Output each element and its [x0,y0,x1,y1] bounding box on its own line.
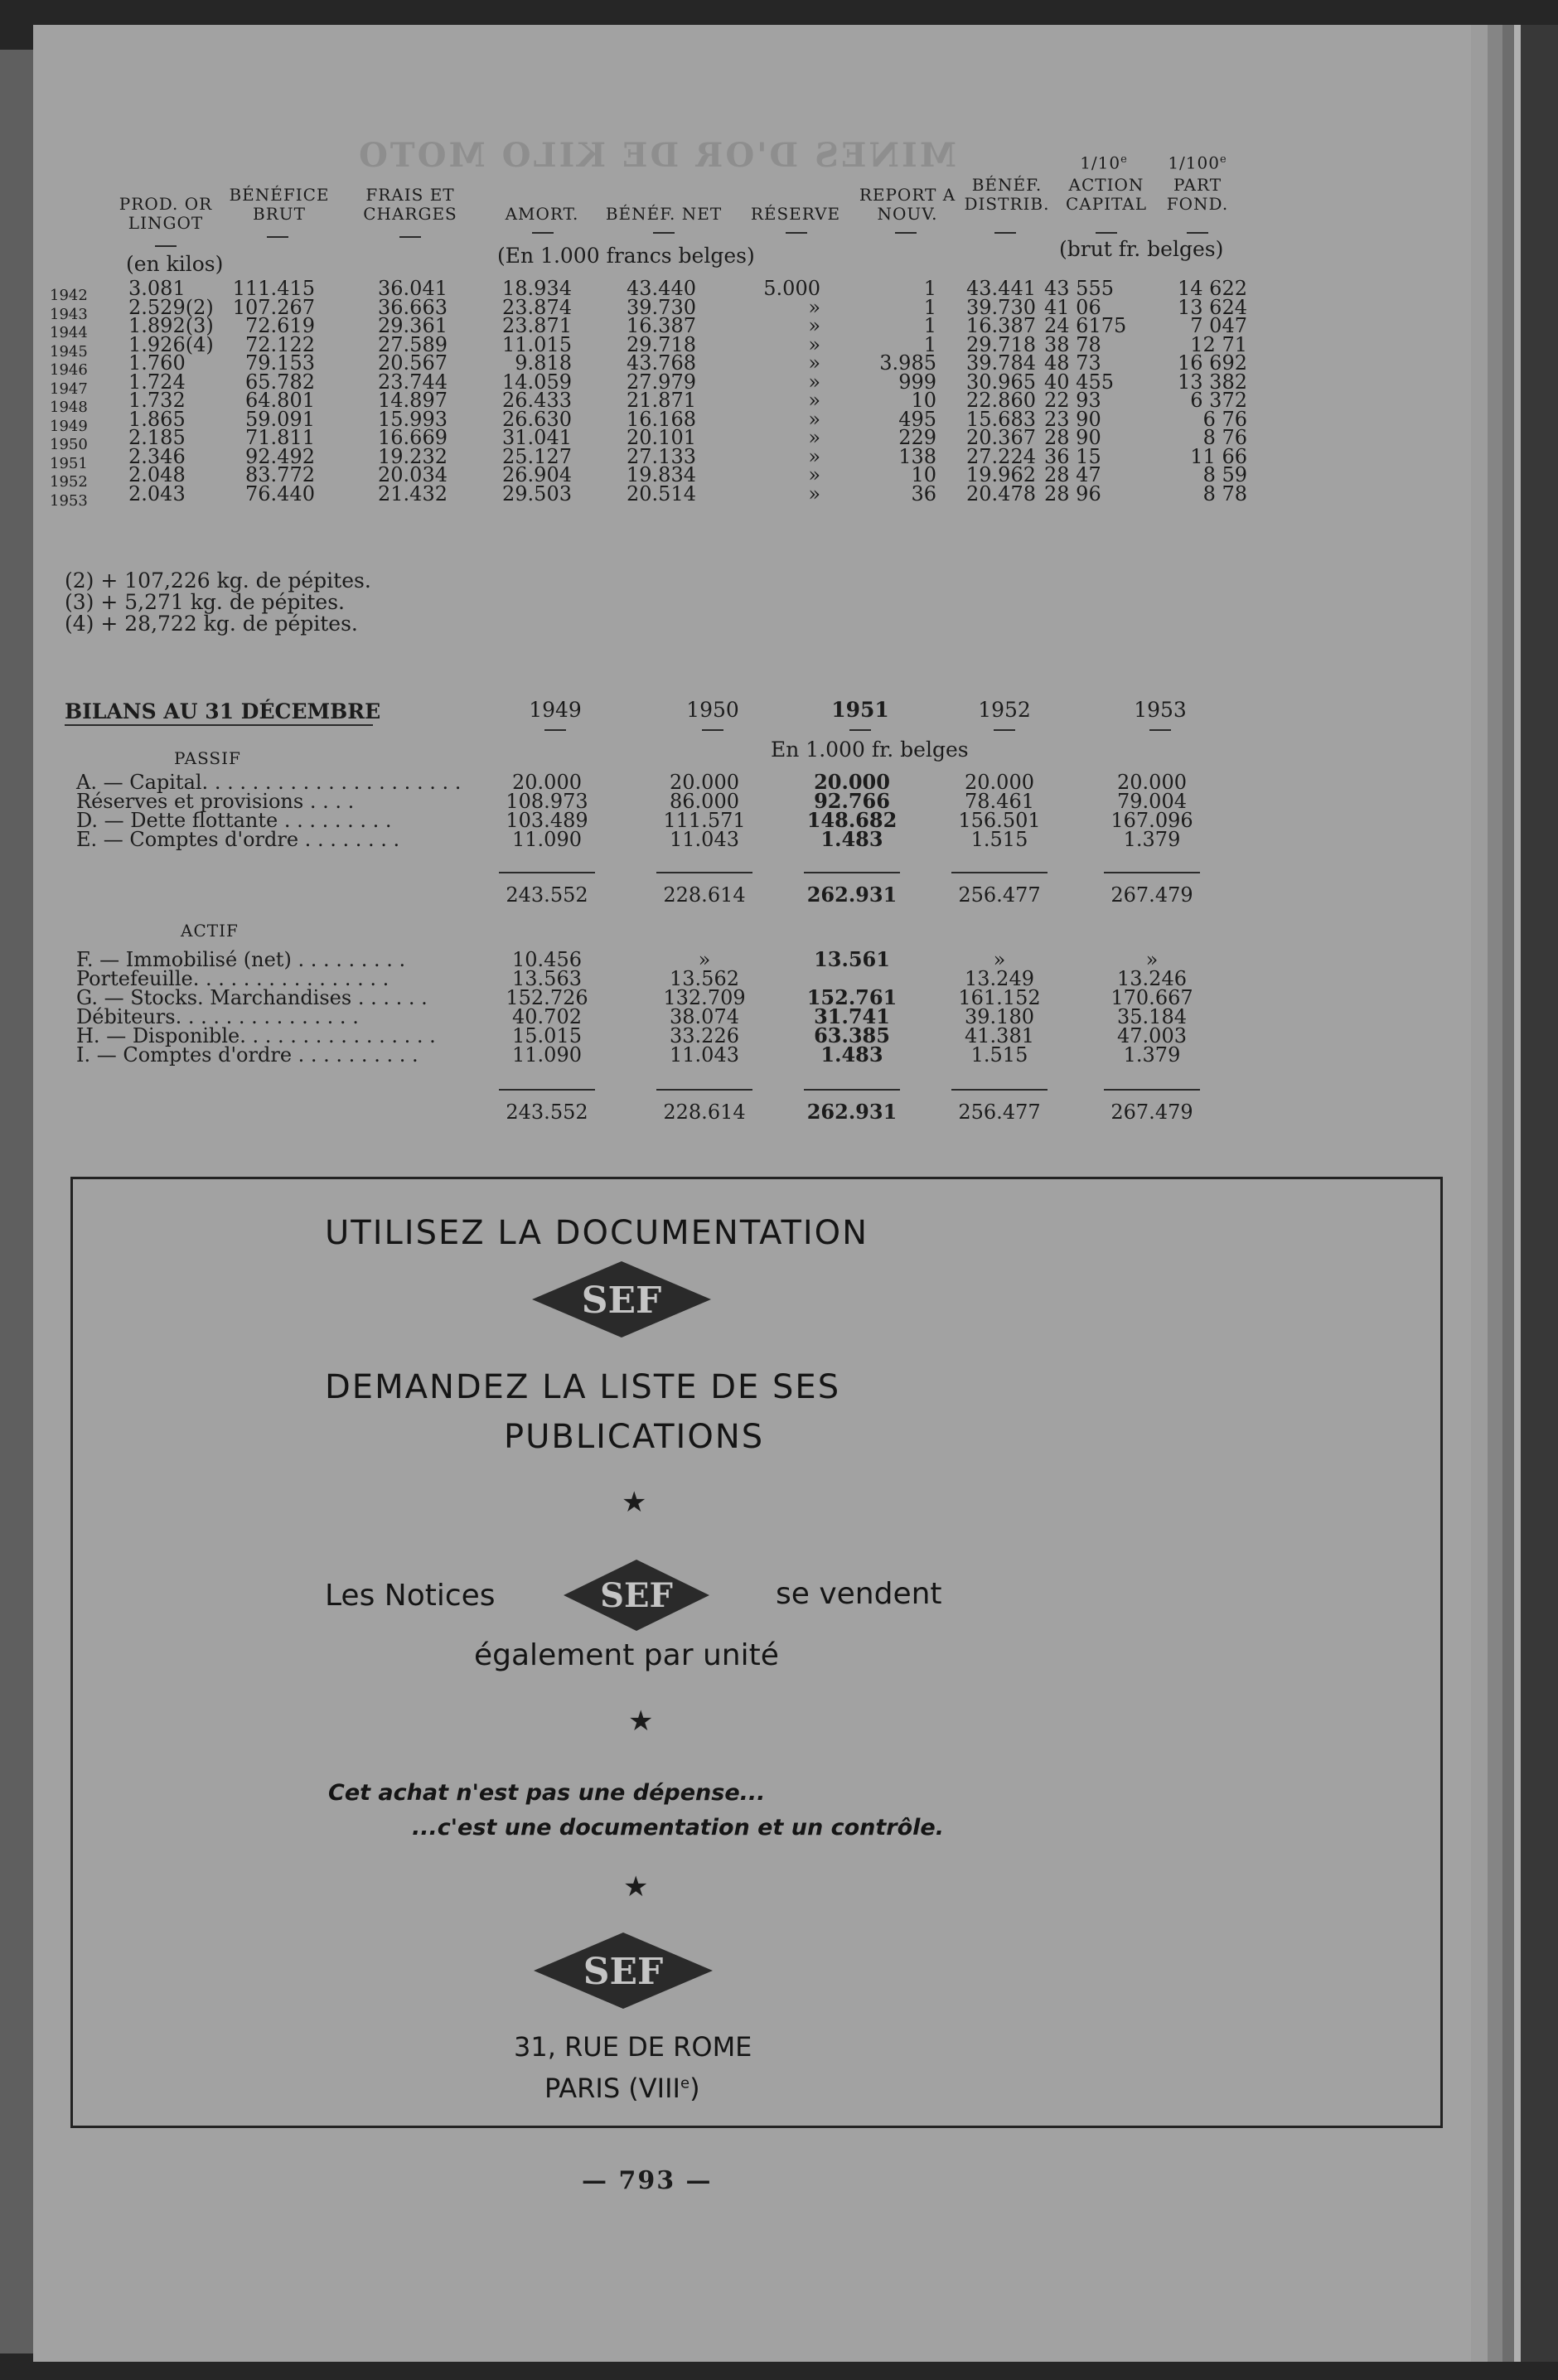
row-value: 152.726 [506,986,588,1009]
row-label: G. — Stocks. Marchandises . . . . . . [76,986,428,1009]
star-icon: ★ [628,1705,654,1738]
cell-part: 8 76 [1202,426,1247,449]
total-rule [804,872,900,873]
row-value: 111.571 [663,809,746,832]
ad-par-unite: également par unité [474,1638,779,1672]
cell-frais: 29.361 [378,314,448,337]
row-value: » [993,948,1006,971]
cell-action: 43 555 [1044,277,1114,300]
row-label: F. — Immobilisé (net) . . . . . . . . . [76,948,406,971]
cell-brut: 107.267 [232,295,315,319]
cell-net: 19.834 [627,463,696,486]
year-column-header: 1949 [529,698,582,722]
page-stack-edge [1502,25,1514,2362]
header-reserve: RÉSERVE [750,204,841,224]
cell-net: 27.979 [627,370,696,394]
unit-kilos: (en kilos) [126,252,224,276]
cell-report: 999 [898,370,936,394]
book-cover-edge [1521,25,1558,2362]
cell-distrib: 15.683 [966,407,1036,431]
cell-net: 20.514 [627,481,696,506]
cell-reserve: » [808,444,820,468]
total-rule [804,1089,900,1091]
cell-net: 16.387 [627,314,696,337]
cell-action: 41 06 [1044,295,1101,319]
cell-part: 8 78 [1202,481,1247,506]
row-value: 1.483 [820,827,883,851]
footnote: (2) + 107,226 kg. de pépites. [65,568,371,593]
ad-line-publications: PUBLICATIONS [504,1418,765,1456]
total-value: 267.479 [1110,883,1193,907]
cell-part: 13 382 [1178,370,1247,394]
cell-reserve: » [808,314,820,337]
ad-address-city-text: PARIS (VIII [544,2073,680,2104]
row-value: 11.090 [512,1043,582,1067]
total-value: 228.614 [663,1101,746,1124]
cell-action: 40 455 [1044,370,1114,394]
total-rule [499,872,595,873]
row-value: 20.000 [512,771,582,794]
cell-net: 20.101 [627,426,696,449]
cell-reserve: » [808,351,820,375]
header-action-capital: ACTION CAPITAL [1065,175,1148,214]
row-value: 79.004 [1117,790,1187,813]
row-label: H. — Disponible. . . . . . . . . . . . . . . . [76,1024,436,1047]
bilans-title: BILANS AU 31 DÉCEMBRE [65,699,381,723]
cell-amort: 14.059 [502,370,572,394]
cell-reserve: » [808,463,820,486]
row-year: 1948 [50,399,88,416]
row-year: 1945 [50,342,88,360]
row-value: 11.090 [512,828,582,851]
title-underline [65,724,373,726]
cell-reserve: » [808,332,820,356]
cell-prod: 2.185 [128,426,186,449]
row-value: 11.043 [670,1043,739,1067]
cell-frais: 27.589 [378,332,448,356]
header-prod-or-lingot: PROD. OR LINGOT [119,194,213,233]
cell-amort: 29.503 [502,481,572,506]
total-value: 228.614 [663,883,746,907]
row-value: 86.000 [670,790,739,813]
cell-report: 10 [911,463,936,486]
header-amort: AMORT. [505,204,579,224]
cell-net: 43.440 [627,277,696,300]
row-label: E. — Comptes d'ordre . . . . . . . . [76,828,400,851]
cell-frais: 36.663 [378,295,448,319]
row-value: 33.226 [670,1024,739,1047]
ad-address-superscript: e [680,2074,690,2092]
row-value: 20.000 [814,770,890,794]
total-rule [951,1089,1048,1091]
cell-part: 7 047 [1190,314,1247,337]
cell-prod: 1.732 [128,389,186,412]
row-year: 1951 [50,454,88,472]
cell-report: 1 [923,332,936,356]
header-dash [895,232,917,234]
ad-se-vendent: se vendent [776,1577,942,1611]
header-benef-distrib: BÉNÉF. DISTRIB. [964,175,1050,214]
row-year: 1952 [50,473,88,491]
cell-distrib: 20.478 [966,481,1036,506]
row-value: 11.043 [670,828,739,851]
total-rule [656,1089,752,1091]
header-part-top: 1/100e [1168,152,1227,173]
cell-frais: 16.669 [378,426,448,449]
cell-action: 38 78 [1044,332,1101,356]
cell-distrib: 29.718 [966,332,1036,356]
total-rule [656,872,752,873]
cell-distrib: 19.962 [966,463,1036,486]
total-value: 262.931 [806,883,898,907]
row-value: 1.379 [1123,1043,1181,1067]
cell-frais: 15.993 [378,407,448,431]
cell-net: 29.718 [627,332,696,356]
cell-brut: 65.782 [245,370,315,394]
sef-logo-icon [532,1931,714,2010]
header-benefice-brut: BÉNÉFICE BRUT [229,185,330,224]
footnote: (3) + 5,271 kg. de pépites. [65,590,345,614]
row-value: 108.973 [506,790,588,813]
row-value: 10.456 [512,948,582,971]
cell-action: 48 73 [1044,351,1101,375]
row-label: A. — Capital. . . . . . . . . . . . . . . . . . . . . [76,771,462,794]
page-stack-edge [1471,25,1488,2362]
total-value: 267.479 [1110,1101,1193,1124]
cell-net: 21.871 [627,389,696,412]
total-rule [499,1089,595,1091]
row-value: 13.561 [814,947,890,971]
ad-les-notices: Les Notices [325,1579,496,1613]
row-value: 13.246 [1117,967,1187,990]
cell-net: 16.168 [627,407,696,431]
cell-report: 1 [923,314,936,337]
cell-prod: 2.048 [128,463,186,486]
header-benef-net: BÉNÉF. NET [605,204,723,224]
cell-brut: 71.811 [245,426,315,449]
cell-brut: 72.122 [245,332,315,356]
row-value: 38.074 [670,1005,739,1028]
cell-report: 495 [898,407,936,431]
year-dash [544,729,566,731]
header-dash [1187,232,1208,234]
cell-part: 13 624 [1178,295,1247,319]
row-value: 41.381 [965,1024,1034,1047]
cell-distrib: 27.224 [966,444,1036,468]
cell-brut: 64.801 [245,389,315,412]
row-label: Débiteurs. . . . . . . . . . . . . . . [76,1005,359,1028]
cell-net: 27.133 [627,444,696,468]
cell-part: 14 622 [1178,277,1247,300]
row-value: 35.184 [1117,1005,1187,1028]
row-value: 167.096 [1110,809,1193,832]
cell-report: 3.985 [879,351,936,375]
row-value: 78.461 [965,790,1034,813]
cell-distrib: 22.860 [966,389,1036,412]
row-year: 1944 [50,324,88,341]
header-dash [399,236,421,238]
cell-prod: 1.892(3) [128,314,214,337]
row-value: 1.483 [820,1042,883,1067]
header-dash [155,245,177,247]
page-stack-edge [1488,25,1502,2362]
row-year: 1949 [50,417,88,435]
cell-amort: 23.871 [502,314,572,337]
cell-part: 8 59 [1202,463,1247,486]
row-year: 1943 [50,305,88,323]
cell-brut: 79.153 [245,351,315,375]
year-column-header: 1953 [1134,698,1187,722]
bleed-through-title: MINES D'OR DE KILO MOTO [356,136,956,175]
ad-headline: UTILISEZ LA DOCUMENTATION [325,1214,869,1252]
cell-amort: 31.041 [502,426,572,449]
cell-brut: 83.772 [245,463,315,486]
unit-francs: (En 1.000 francs belges) [497,244,755,268]
cell-net: 43.768 [627,351,696,375]
cell-report: 1 [923,277,936,300]
row-year: 1946 [50,361,88,379]
cell-action: 24 6175 [1044,314,1127,337]
row-value: 13.563 [512,967,582,990]
cell-action: 28 96 [1044,481,1101,506]
ad-slogan-1: Cet achat n'est pas une dépense... [328,1780,766,1806]
cell-part: 11 66 [1190,444,1247,468]
cell-distrib: 43.441 [966,277,1036,300]
ad-address-city [544,2075,700,2102]
bilans-unit: En 1.000 fr. belges [771,738,969,762]
sef-logo-icon [530,1260,713,1339]
cell-report: 10 [911,389,936,412]
ad-line-demandez: DEMANDEZ LA LISTE DE SES [325,1368,841,1406]
row-value: 170.667 [1110,986,1193,1009]
row-value: 152.761 [806,985,898,1009]
year-column-header: 1951 [831,698,889,722]
year-dash [702,729,723,731]
row-value: 132.709 [663,986,746,1009]
cell-brut: 72.619 [245,314,315,337]
total-value: 256.477 [958,1101,1041,1124]
cell-report: 229 [898,426,936,449]
cell-amort: 25.127 [502,444,572,468]
cell-reserve: » [808,370,820,394]
cell-amort: 26.904 [502,463,572,486]
cell-net: 39.730 [627,295,696,319]
total-rule [1104,1089,1200,1091]
row-value: 13.249 [965,967,1034,990]
total-rule [1104,872,1200,873]
svg-text:SEF: SEF [581,1279,662,1322]
cell-prod: 1.865 [128,407,186,431]
row-label: D. — Dette flottante . . . . . . . . . [76,809,392,832]
year-dash [849,729,871,731]
svg-text:SEF: SEF [600,1576,673,1615]
row-value: 31.741 [814,1004,890,1028]
cell-prod: 2.529(2) [128,295,214,319]
cell-action: 28 47 [1044,463,1101,486]
header-part-fond: PART FOND. [1166,175,1229,214]
page-stack-edge [1514,25,1521,2362]
cell-report: 138 [898,444,936,468]
cell-brut: 92.492 [245,444,315,468]
page-number: — 793 — [582,2166,713,2195]
row-value: 161.152 [958,986,1041,1009]
ad-address-close: ) [689,2073,700,2104]
row-value: 39.180 [965,1005,1034,1028]
cell-reserve: » [808,426,820,449]
cell-prod: 2.043 [128,481,186,506]
cell-prod: 1.926(4) [128,332,214,356]
row-value: 15.015 [512,1024,582,1047]
row-value: 156.501 [958,809,1041,832]
cell-action: 28 90 [1044,426,1101,449]
cell-distrib: 30.965 [966,370,1036,394]
cell-frais: 21.432 [378,481,448,506]
row-label: Réserves et provisions . . . . [76,790,355,813]
header-dash [653,232,675,234]
cell-distrib: 39.730 [966,295,1036,319]
row-value: 1.515 [970,1043,1028,1067]
facing-page-edge [0,50,33,2353]
row-value: 20.000 [965,771,1034,794]
cell-action: 22 93 [1044,389,1101,412]
row-value: 20.000 [670,771,739,794]
cell-brut: 76.440 [245,481,315,506]
row-value: 103.489 [506,809,588,832]
actif-label: ACTIF [181,921,239,941]
total-value: 256.477 [958,883,1041,907]
cell-part: 12 71 [1190,332,1247,356]
cell-distrib: 16.387 [966,314,1036,337]
cell-frais: 23.744 [378,370,448,394]
header-dash [786,232,807,234]
unit-brut: (brut fr. belges) [1059,237,1224,261]
cell-part: 6 372 [1190,389,1247,412]
cell-brut: 59.091 [245,407,315,431]
star-icon: ★ [622,1486,647,1519]
header-dash [532,232,554,234]
row-value: 148.682 [806,808,898,832]
cell-prod: 2.346 [128,444,186,468]
header-dash [267,236,288,238]
year-dash [1149,729,1171,731]
cell-prod: 1.724 [128,370,186,394]
total-rule [951,872,1048,873]
cell-distrib: 20.367 [966,426,1036,449]
passif-label: PASSIF [174,748,241,768]
cell-frais: 36.041 [378,277,448,300]
row-value: 20.000 [1117,771,1187,794]
cell-part: 16 692 [1178,351,1247,375]
cell-frais: 19.232 [378,444,448,468]
cell-reserve: » [808,481,820,506]
cell-brut: 111.415 [232,277,315,300]
cell-prod: 3.081 [128,277,186,300]
cell-frais: 20.567 [378,351,448,375]
cell-frais: 20.034 [378,463,448,486]
row-value: 40.702 [512,1005,582,1028]
svg-text:SEF: SEF [583,1951,664,1993]
row-value: 13.562 [670,967,739,990]
header-report-nouv: REPORT A NOUV. [859,185,956,224]
total-value: 262.931 [806,1100,898,1124]
cell-reserve: » [808,407,820,431]
header-dash [1096,232,1117,234]
total-value: 243.552 [506,1101,588,1124]
header-dash [994,232,1016,234]
total-value: 243.552 [506,883,588,907]
row-value: 92.766 [814,789,890,813]
cell-action: 23 90 [1044,407,1101,431]
cell-amort: 18.934 [502,277,572,300]
row-value: 47.003 [1117,1024,1187,1047]
ad-address-street: 31, RUE DE ROME [514,2031,752,2063]
star-icon: ★ [623,1870,649,1904]
row-value: » [1145,948,1159,971]
cell-reserve: 5.000 [763,277,820,300]
row-value: » [698,948,711,971]
row-value: 63.385 [814,1023,890,1047]
cell-prod: 1.760 [128,351,186,375]
year-column-header: 1952 [978,698,1031,722]
cell-amort: 11.015 [502,332,572,356]
year-column-header: 1950 [686,698,739,722]
row-year: 1950 [50,436,88,453]
cell-amort: 9.818 [515,351,572,375]
cell-reserve: » [808,389,820,412]
row-label: Portefeuille. . . . . . . . . . . . . . . . [76,967,390,990]
cell-amort: 26.433 [502,389,572,412]
cell-reserve: » [808,295,820,319]
cell-action: 36 15 [1044,444,1101,468]
cell-distrib: 39.784 [966,351,1036,375]
row-year: 1947 [50,380,88,398]
header-action-top: 1/10e [1080,152,1128,173]
cell-report: 1 [923,295,936,319]
row-year: 1953 [50,491,88,510]
row-label: I. — Comptes d'ordre . . . . . . . . . . [76,1043,419,1067]
cell-frais: 14.897 [378,389,448,412]
header-frais-charges: FRAIS ET CHARGES [363,185,457,224]
cell-amort: 23.874 [502,295,572,319]
row-value: 1.379 [1123,828,1181,851]
year-dash [994,729,1015,731]
row-year: 1942 [50,287,88,304]
cell-report: 36 [911,481,936,506]
sef-logo-icon [562,1558,711,1633]
row-value: 1.515 [970,828,1028,851]
cell-amort: 26.630 [502,407,572,431]
cell-part: 6 76 [1202,407,1247,431]
footnote: (4) + 28,722 kg. de pépites. [65,612,358,636]
ad-slogan-2: ...c'est une documentation et un contrôle. [412,1815,944,1841]
